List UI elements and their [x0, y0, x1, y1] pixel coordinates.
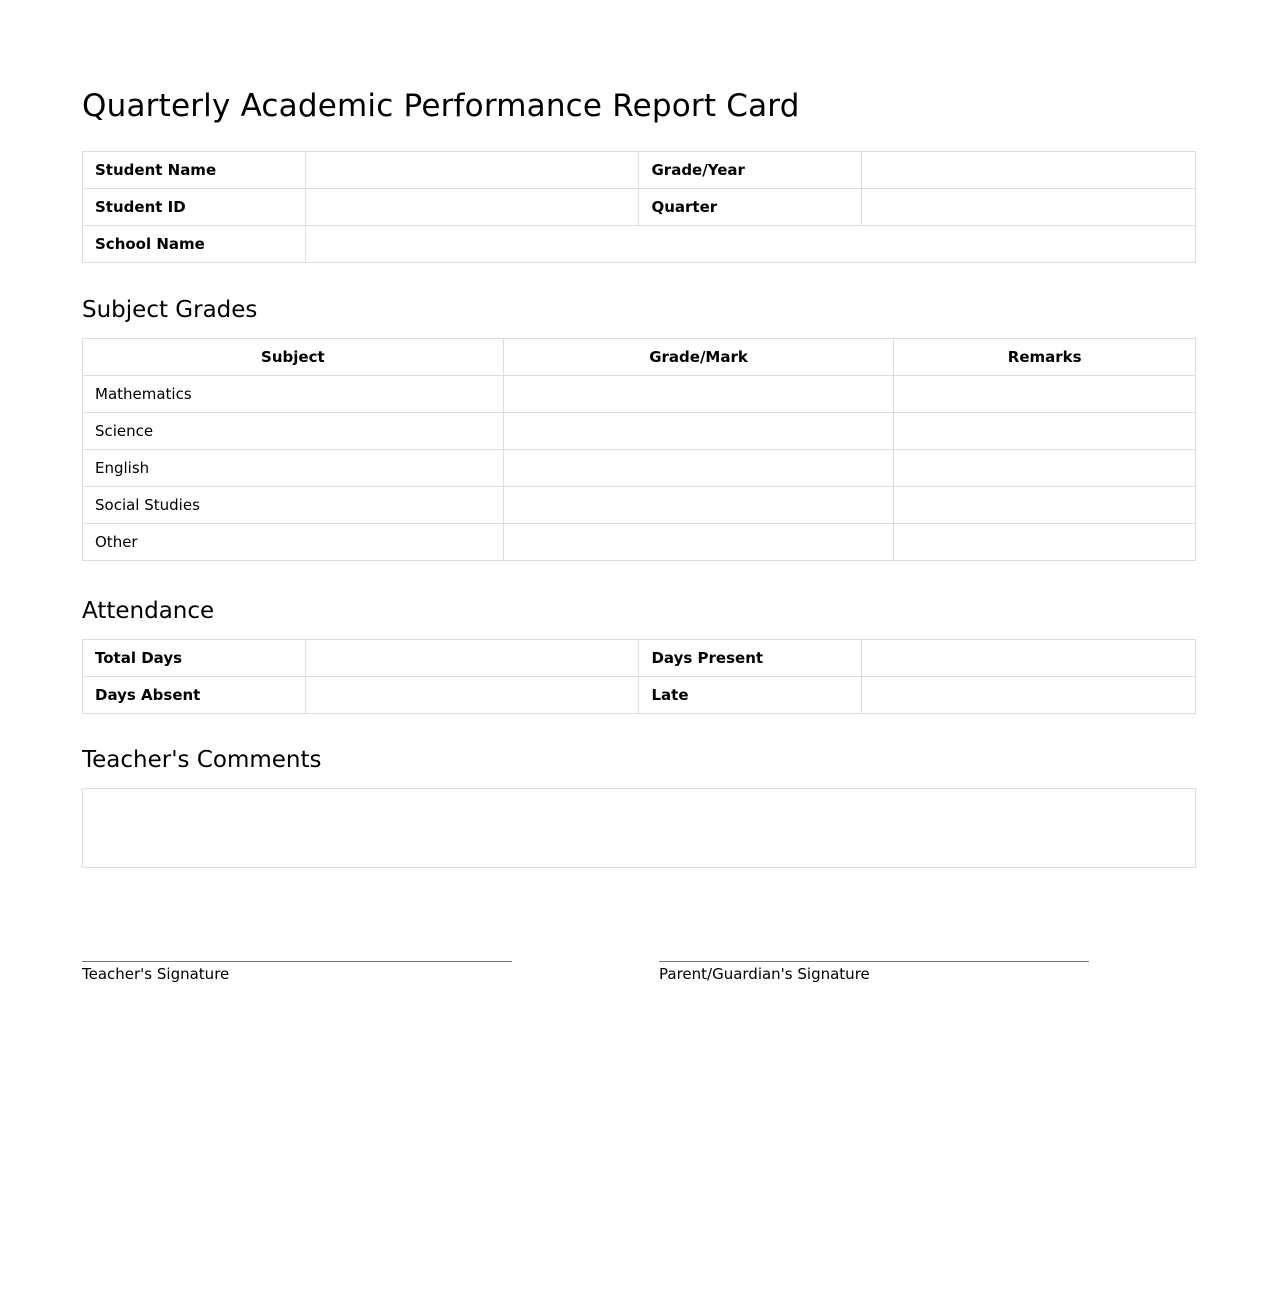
total-days-label: Total Days: [83, 640, 306, 677]
grade-field[interactable]: [503, 413, 894, 450]
parent-signature-label: Parent/Guardian's Signature: [659, 965, 870, 983]
subject-grades-heading: Subject Grades: [82, 297, 258, 323]
days-present-label: Days Present: [639, 640, 862, 677]
subject-name: Social Studies: [83, 487, 504, 524]
teacher-signature-label: Teacher's Signature: [82, 965, 230, 983]
teacher-comments-box[interactable]: [82, 788, 1196, 868]
student-id-label: Student ID: [83, 189, 306, 226]
late-field[interactable]: [862, 677, 1196, 714]
school-name-label: School Name: [83, 226, 306, 263]
remarks-field[interactable]: [894, 413, 1196, 450]
attendance-heading: Attendance: [82, 598, 215, 624]
student-id-field[interactable]: [305, 189, 639, 226]
student-info-table: [82, 151, 1196, 263]
days-absent-label: Days Absent: [83, 677, 306, 714]
teacher-signature-line[interactable]: [82, 961, 512, 983]
attendance-section: [82, 639, 1196, 714]
grade-field[interactable]: [503, 487, 894, 524]
page-title: Quarterly Academic Performance Report Card: [82, 88, 800, 124]
remarks-field[interactable]: [894, 376, 1196, 413]
school-name-field[interactable]: [305, 226, 1195, 263]
grade-field[interactable]: [503, 450, 894, 487]
table-row: [83, 487, 1196, 524]
subject-name: English: [83, 450, 504, 487]
table-row: [83, 524, 1196, 561]
table-row: [83, 450, 1196, 487]
subject-name: Science: [83, 413, 504, 450]
total-days-field[interactable]: [305, 640, 639, 677]
remarks-field[interactable]: [894, 487, 1196, 524]
student-name-field[interactable]: [305, 152, 639, 189]
quarter-label: Quarter: [639, 189, 862, 226]
late-label: Late: [639, 677, 862, 714]
table-row: [83, 376, 1196, 413]
days-present-field[interactable]: [862, 640, 1196, 677]
days-absent-field[interactable]: [305, 677, 639, 714]
column-header-grade: Grade/Mark: [503, 339, 894, 376]
remarks-field[interactable]: [894, 450, 1196, 487]
student-name-label: Student Name: [83, 152, 306, 189]
parent-signature-line[interactable]: [659, 961, 1089, 983]
grade-year-label: Grade/Year: [639, 152, 862, 189]
teacher-comments-heading: Teacher's Comments: [82, 747, 322, 773]
column-header-remarks: Remarks: [894, 339, 1196, 376]
grade-year-field[interactable]: [862, 152, 1196, 189]
subject-name: Other: [83, 524, 504, 561]
grade-field[interactable]: [503, 524, 894, 561]
grade-field[interactable]: [503, 376, 894, 413]
subject-name: Mathematics: [83, 376, 504, 413]
student-info-section: [82, 151, 1196, 263]
column-header-subject: Subject: [83, 339, 504, 376]
table-row: [83, 413, 1196, 450]
quarter-field[interactable]: [862, 189, 1196, 226]
subject-grades-section: [82, 338, 1196, 561]
remarks-field[interactable]: [894, 524, 1196, 561]
subject-grades-table: [82, 338, 1196, 561]
attendance-table: [82, 639, 1196, 714]
